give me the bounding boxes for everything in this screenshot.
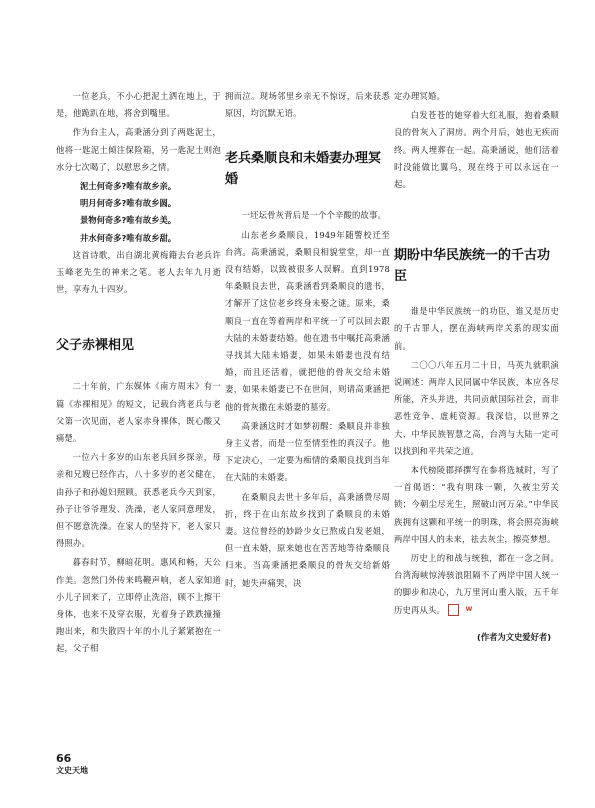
paragraph: 一位老兵，不小心把泥土洒在地上，于是，他跪趴在地，将舍到嘴里。 (56, 91, 221, 119)
paragraph: 作为台主人，高秉涵分到了两匙泥土，他将一匙泥土倾注保险箱，另一匙泥土则泡水分七次喝了，以慰思乡之情。 (56, 127, 221, 172)
paragraph: 拥而泣。现场邻里乡亲无不惊讶，后来获悉原因，均沉默无语。 (225, 91, 390, 119)
paragraph: 二〇〇八年五月二十日，马英九就职演说阐述：两岸人民同属中华民族，本应各尽所能，齐头并进，共同贡献国际社会，而非恶性竞争、虚耗资源。我深信，以世界之大、中华民族智慧之高，台湾与大陆一定可以找到和平共荣之道。 (394, 359, 559, 456)
paragraph: 白发苍苍的她穿着大红礼服，抱着桑顺良的骨灰入了洞房。两个月后，她也无疾而终。两人埋葬在一起。高秉涵说，他们活着时没能做比翼鸟，现在终于可以永远在一起。 (394, 110, 559, 190)
paragraph: 高秉涵这时才如梦初醒：桑顺良并非独身主义者，而是一位至情至性的真汉子。他下定决心，一定要为痴情的桑顺良找到当年在大陆的未婚妻。 (225, 420, 390, 483)
section-heading: 老兵桑顺良和未婚妻办理冥婚 (225, 151, 382, 188)
column-3 (394, 88, 559, 643)
magazine-name: 文史天地 (56, 766, 88, 775)
poem-line: 景物何奇多?唯有故乡美。 (80, 215, 177, 226)
paragraph: 一坯坛骨灰背后是一个个辛酸的故事。 (241, 210, 387, 221)
poem-line: 泥土何奇多?唯有故乡亲。 (80, 181, 177, 192)
paragraph: 在桑顺良去世十多年后，高秉涵费尽周折，终于在山东故乡找到了桑顺良的未婚妻。这位曾经的妙龄少女已熬成白发老姐，但一直未婚，原来她也在苦苦地等待桑顺良归来。当高秉涵把桑顺良的骨灰交给新婚时，她失声痛哭，决 (225, 491, 390, 588)
paragraph: 这首诗歌，出自湖北黄梅籍去台老兵许玉峰老先生的神来之笔。老人去年九月逝世，享寿九十四岁。 (56, 249, 221, 295)
paragraph: 二十年前，广东媒体《南方周末》有一篇《赤裸相见》的短文，记载台湾老兵与老父第一次见面，老人家赤身裸体，既心酸又痛楚。 (56, 381, 221, 444)
paragraph: 一位六十多岁的山东老兵回乡探亲，母亲和兄嫂已经作古，八十多岁的老父健在，由孙子和孙媳妇照顾。获悉老兵今天到家，孙子让爷爷理发、洗澡，老人家同意理发，但不愿意洗澡。在家人的坚持下，老人家只得照办。 (56, 452, 221, 549)
section-heading: 父子赤裸相见 (56, 338, 135, 354)
paragraph: 山东老乡桑顺良，1949年随警校迁至台湾。高秉涵说，桑顺良相貌堂堂，却一直没有结婚，以致被很多人误解。直到1978年桑顺良去世，高秉涵看到桑顺良的遗书，才解开了这位老乡终身未娶之谜。原来，桑顺良一直在等着两岸和平统一了可以回去跟大陆的未婚妻结婚。他在遗书中嘱托高秉涵寻找其大陆未婚妻，如果未婚妻也没有结婚，而且还活着，就把他的骨灰交给未婚妻，如果未婚妻已不在世间，则请高秉涵把他的骨灰撒在未婚妻的墓旁。 (225, 229, 390, 412)
paragraph (394, 550, 559, 619)
column-2 (225, 88, 390, 594)
column-1 (56, 88, 221, 660)
paragraph: 谁是中华民族统一的功臣，谁又是历史的千古罪人，摆在海峡两岸关系的现实面前。 (394, 306, 559, 351)
paragraph: 本代榜陵郡择撰写在参将选城时，写了一首偈语：“我有明珠一颗，久被尘劳关锁；今朝尘尽光生，照破山河万朵。”中华民族拥有这颗和平统一的明珠，将会照亮海峡两岸中国人的未来，祛去灰尘，擦亮梦想。 (394, 465, 559, 544)
poem-line: 明月何奇多?唯有故乡圆。 (80, 198, 177, 209)
paragraph: 定办理冥婚。 (394, 91, 445, 101)
poem-line: 井水何奇多?唯有故乡甜。 (80, 232, 177, 243)
end-mark-icon: W (448, 604, 459, 616)
paragraph-text: 历史上的和战与统独，都在一念之间。台湾海峡惊涛骇浪阻隔不了两岸中国人统一的脚步和决心，九万里河山重入版，五千年历史再从头。 (394, 553, 559, 615)
author-note: (作者为文史爱好者) (477, 631, 551, 642)
page-number: 66 (56, 752, 72, 765)
paragraph: 暮春时节，柳暗花明。惠风和畅，天公作美。忽然门外传来鸣鞭声响，老人家知道小儿子回来了，立即停止洗浴，顾不上擦干身体，也来不及穿衣服，光着身子跌跌撞撞跑出来，和失散四十年的小儿子紧紧抱在一起，父子相 (56, 557, 221, 654)
section-heading: 期盼中华民族统一的千古功臣 (394, 248, 551, 285)
